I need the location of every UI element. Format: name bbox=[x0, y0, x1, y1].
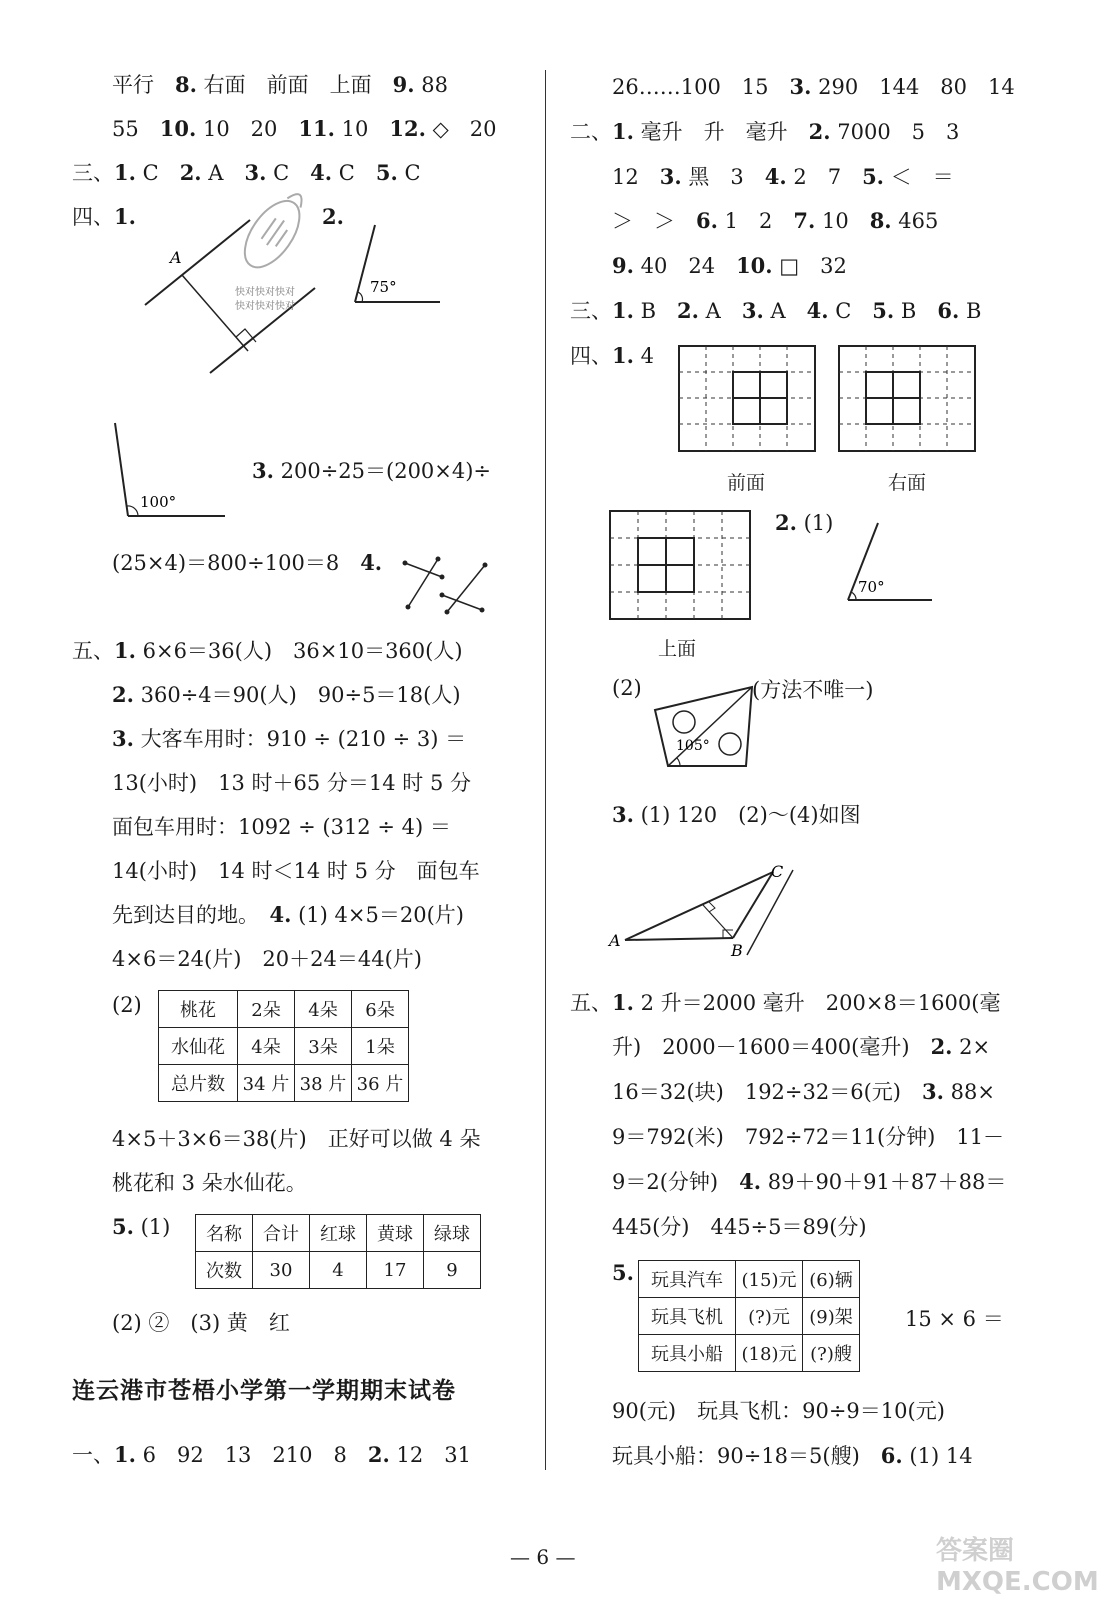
table-cell: 次数 bbox=[196, 1252, 253, 1289]
point-a-label: A bbox=[170, 248, 182, 267]
right-line-5: 9. 40 24 10. □ 32 bbox=[612, 253, 847, 278]
right-line-3: 12 3. 黑 3 4. 2 7 5. ＜ ＝ bbox=[612, 164, 954, 189]
left-line-4b: 2. bbox=[322, 204, 344, 229]
toys-table bbox=[638, 1260, 860, 1372]
triangle-abc-figure bbox=[605, 860, 805, 960]
front-view-grid bbox=[678, 345, 818, 455]
table-row bbox=[639, 1261, 860, 1298]
left-line-16: 4×5＋3×6＝38(片) 正好可以做 4 朵 bbox=[112, 1127, 481, 1151]
right-line-1: 26……100 15 3. 290 144 80 14 bbox=[612, 74, 1015, 99]
table-cell: 36 片 bbox=[352, 1065, 409, 1102]
table-cell: (?)艘 bbox=[803, 1335, 860, 1372]
table-row bbox=[159, 991, 409, 1028]
balls-table bbox=[195, 1214, 481, 1289]
table-cell: 2朵 bbox=[238, 991, 295, 1028]
angle-105-label: 105° bbox=[676, 738, 710, 754]
right-line-6: 三、1. B 2. A 3. A 4. C 5. B 6. B bbox=[570, 298, 982, 323]
left-line-3: 三、1. C 2. A 3. C 4. C 5. C bbox=[72, 160, 421, 185]
left-line-1: 平行 8. 右面 前面 上面 9. 88 bbox=[112, 72, 448, 97]
top-view-grid bbox=[609, 510, 754, 622]
svg-text:快对快对快对: 快对快对快对 bbox=[235, 301, 295, 312]
tri-a-label: A bbox=[609, 931, 621, 950]
table-row bbox=[639, 1335, 860, 1372]
table-row bbox=[159, 1065, 409, 1102]
table-cell: 4朵 bbox=[238, 1028, 295, 1065]
table-cell: 1朵 bbox=[352, 1028, 409, 1065]
left-line-19: (2) ② (3) 黄 红 bbox=[112, 1311, 290, 1335]
table-cell: 38 片 bbox=[295, 1065, 352, 1102]
left-line-17: 桃花和 3 朵水仙花。 bbox=[112, 1171, 307, 1195]
table-cell: 桃花 bbox=[159, 991, 238, 1028]
table-cell: 17 bbox=[367, 1252, 424, 1289]
table-cell: 绿球 bbox=[424, 1215, 481, 1252]
table-cell: 黄球 bbox=[367, 1215, 424, 1252]
left-line-2: 55 10. 10 20 11. 10 12. ◇ 20 bbox=[112, 116, 497, 141]
left-line-15: (2) bbox=[112, 993, 142, 1017]
carrot-stamp bbox=[225, 185, 325, 315]
table-cell: (6)辆 bbox=[803, 1261, 860, 1298]
table-cell: 合计 bbox=[253, 1215, 310, 1252]
table-cell: 30 bbox=[253, 1252, 310, 1289]
top-view-label: 上面 bbox=[658, 638, 697, 660]
table-cell: 3朵 bbox=[295, 1028, 352, 1065]
table-cell: 9 bbox=[424, 1252, 481, 1289]
left-line-4a: 四、1. bbox=[72, 204, 136, 229]
right-line-18: 5. bbox=[612, 1260, 634, 1285]
table-cell: 4 bbox=[310, 1252, 367, 1289]
right-line-4: ＞ ＞ 6. 1 2 7. 10 8. 465 bbox=[612, 208, 939, 233]
left-line-8: 2. 360÷4＝90(人) 90÷5＝18(人) bbox=[112, 682, 461, 707]
left-line-20: 一、1. 6 92 13 210 8 2. 12 31 bbox=[72, 1442, 471, 1467]
right-line-14: 16＝32(块) 192÷32＝6(元) 3. 88× bbox=[612, 1079, 995, 1104]
angle-70-figure bbox=[842, 520, 937, 605]
left-line-14: 4×6＝24(片) 20＋24＝44(片) bbox=[112, 947, 422, 971]
table-row bbox=[196, 1252, 481, 1289]
table-row bbox=[159, 1028, 409, 1065]
right-view-label: 右面 bbox=[888, 472, 927, 494]
table-cell: (15)元 bbox=[736, 1261, 803, 1298]
table-cell: 名称 bbox=[196, 1215, 253, 1252]
table-cell: (18)元 bbox=[736, 1335, 803, 1372]
left-line-11: 面包车用时：1092 ÷ (312 ÷ 4) ＝ bbox=[112, 815, 451, 839]
left-line-18: 5. (1) bbox=[112, 1214, 171, 1239]
table-cell: 水仙花 bbox=[159, 1028, 238, 1065]
right-line-15: 9＝792(米) 792÷72＝11(分钟) 11－ bbox=[612, 1125, 1005, 1149]
angle-70-label: 70° bbox=[858, 578, 885, 596]
angle-100-figure bbox=[110, 420, 230, 520]
table-cell: 玩具飞机 bbox=[639, 1298, 736, 1335]
angle-75-label: 75° bbox=[370, 278, 397, 296]
table-cell: 总片数 bbox=[159, 1065, 238, 1102]
angle-75-figure bbox=[350, 220, 450, 310]
table-cell: (9)架 bbox=[803, 1298, 860, 1335]
right-line-13: 升) 2000－1600＝400(毫升) 2. 2× bbox=[612, 1034, 991, 1059]
right-line-12: 五、1. 2 升＝2000 毫升 200×8＝1600(毫 bbox=[570, 990, 1001, 1015]
table-row bbox=[196, 1215, 481, 1252]
svg-text:快对快对快对: 快对快对快对 bbox=[235, 287, 295, 298]
column-divider bbox=[545, 70, 546, 1470]
right-line-21: 玩具小船：90÷18＝5(艘) 6. (1) 14 bbox=[612, 1443, 973, 1468]
right-line-17: 445(分) 445÷5＝89(分) bbox=[612, 1215, 867, 1239]
flowers-table bbox=[158, 990, 409, 1102]
page-number: — 6 — bbox=[510, 1545, 576, 1569]
table-cell: 34 片 bbox=[238, 1065, 295, 1102]
quadrilateral-figure bbox=[650, 682, 760, 772]
right-line-11: 3. (1) 120 (2)～(4)如图 bbox=[612, 802, 861, 827]
watermark: 答案圈 MXQE.COM bbox=[936, 1536, 1099, 1597]
right-line-20: 90(元) 玩具飞机：90÷9＝10(元) bbox=[612, 1399, 945, 1423]
right-line-7: 四、1. 4 bbox=[570, 343, 654, 368]
left-line-13: 先到达目的地。 4. (1) 4×5＝20(片) bbox=[112, 902, 464, 927]
table-cell: 红球 bbox=[310, 1215, 367, 1252]
table-cell: 4朵 bbox=[295, 991, 352, 1028]
left-line-10: 13(小时) 13 时＋65 分＝14 时 5 分 bbox=[112, 771, 472, 795]
right-line-10: (方法不唯一) bbox=[752, 678, 874, 702]
tri-c-label: C bbox=[771, 862, 784, 881]
right-view-grid bbox=[838, 345, 978, 455]
right-line-16: 9＝2(分钟) 4. 89＋90＋91＋87＋88＝ bbox=[612, 1169, 1007, 1194]
angle-100-label: 100° bbox=[140, 493, 177, 511]
left-line-12: 14(小时) 14 时＜14 时 5 分 面包车 bbox=[112, 859, 480, 883]
table-cell: 6朵 bbox=[352, 991, 409, 1028]
table-cell: (?)元 bbox=[736, 1298, 803, 1335]
left-line-6: (25×4)＝800÷100＝8 4. bbox=[112, 550, 383, 575]
front-view-label: 前面 bbox=[727, 472, 766, 494]
section-title: 连云港市苍梧小学第一学期期末试卷 bbox=[72, 1378, 456, 1404]
table-cell: 玩具小船 bbox=[639, 1335, 736, 1372]
left-line-9: 3. 大客车用时：910 ÷ (210 ÷ 3) ＝ bbox=[112, 726, 467, 751]
crossing-lines-figure bbox=[400, 555, 495, 620]
table-row bbox=[639, 1298, 860, 1335]
table-cell: 玩具汽车 bbox=[639, 1261, 736, 1298]
right-line-8: 2. (1) bbox=[775, 510, 834, 535]
right-line-19: 15 × 6 ＝ bbox=[905, 1307, 1004, 1331]
right-line-2: 二、1. 毫升 升 毫升 2. 7000 5 3 bbox=[570, 119, 960, 144]
left-line-7: 五、1. 6×6＝36(人) 36×10＝360(人) bbox=[72, 638, 463, 663]
left-line-5: 3. 200÷25＝(200×4)÷ bbox=[252, 458, 492, 483]
tri-b-label: B bbox=[731, 941, 743, 960]
right-line-9: (2) bbox=[612, 676, 642, 700]
